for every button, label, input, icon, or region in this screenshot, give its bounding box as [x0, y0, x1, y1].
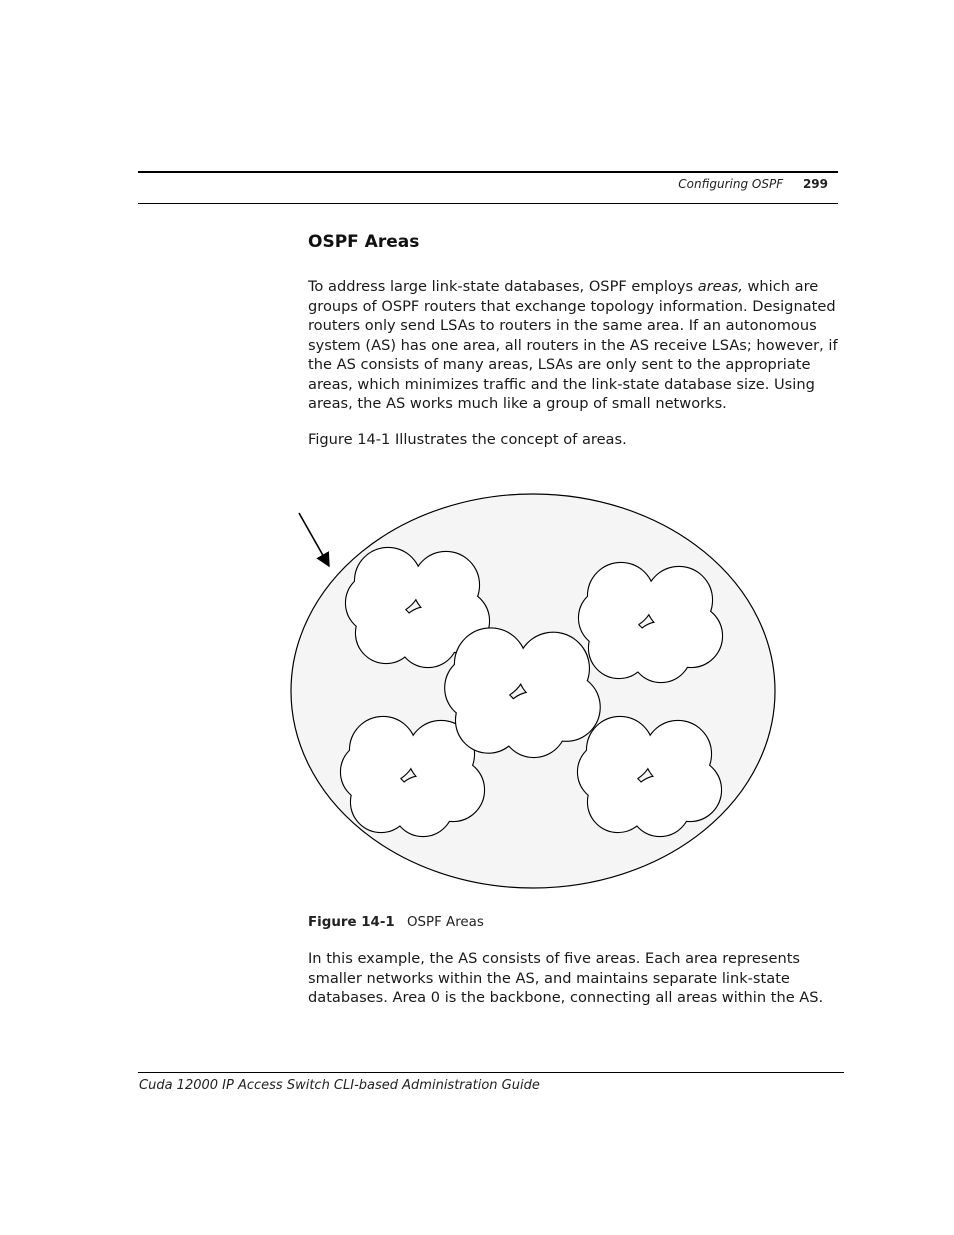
header-section: Configuring OSPF — [678, 177, 784, 191]
emphasis-areas: areas, — [697, 278, 743, 295]
paragraph-explanation: In this example, the AS consists of five areas. Each area represents smaller networks within the AS, and maintains separate link-state databases. Area 0 is the backbone, connecting all areas within the AS. — [308, 950, 824, 1006]
header-bottom-rule — [138, 203, 838, 204]
section-title: OSPF Areas — [308, 232, 420, 252]
figure-caption — [308, 915, 484, 930]
footer-rule — [138, 1072, 844, 1073]
pointer-arrow — [299, 513, 329, 566]
header-top-rule — [138, 171, 838, 173]
paragraph-figure-ref: Figure 14-1 Illustrates the concept of areas. — [308, 431, 627, 448]
paragraph-intro — [308, 277, 842, 414]
ospf-areas-diagram — [285, 492, 785, 892]
page-number: 299 — [802, 177, 828, 191]
running-header — [678, 177, 828, 191]
footer-book-title: Cuda 12000 IP Access Switch CLI-based Administration Guide — [139, 1078, 540, 1093]
figure-number: Figure 14-1 — [308, 915, 395, 930]
paragraph-intro-start: To address large link-state databases, OSPF employs — [308, 278, 698, 295]
paragraph-intro-rest: which are groups of OSPF routers that exchange topology information. Designated routers only send LSAs to routers in the same area. If an autonomous system (AS) has one area, all routers in the AS receive LSAs; however, if the AS consists of many areas, LSAs are only sent to the appropriate areas, which minimizes traffic and the link-state database size. Using areas, the AS works much like a group of small networks. — [308, 278, 838, 412]
figure-caption-text: OSPF Areas — [406, 915, 484, 930]
